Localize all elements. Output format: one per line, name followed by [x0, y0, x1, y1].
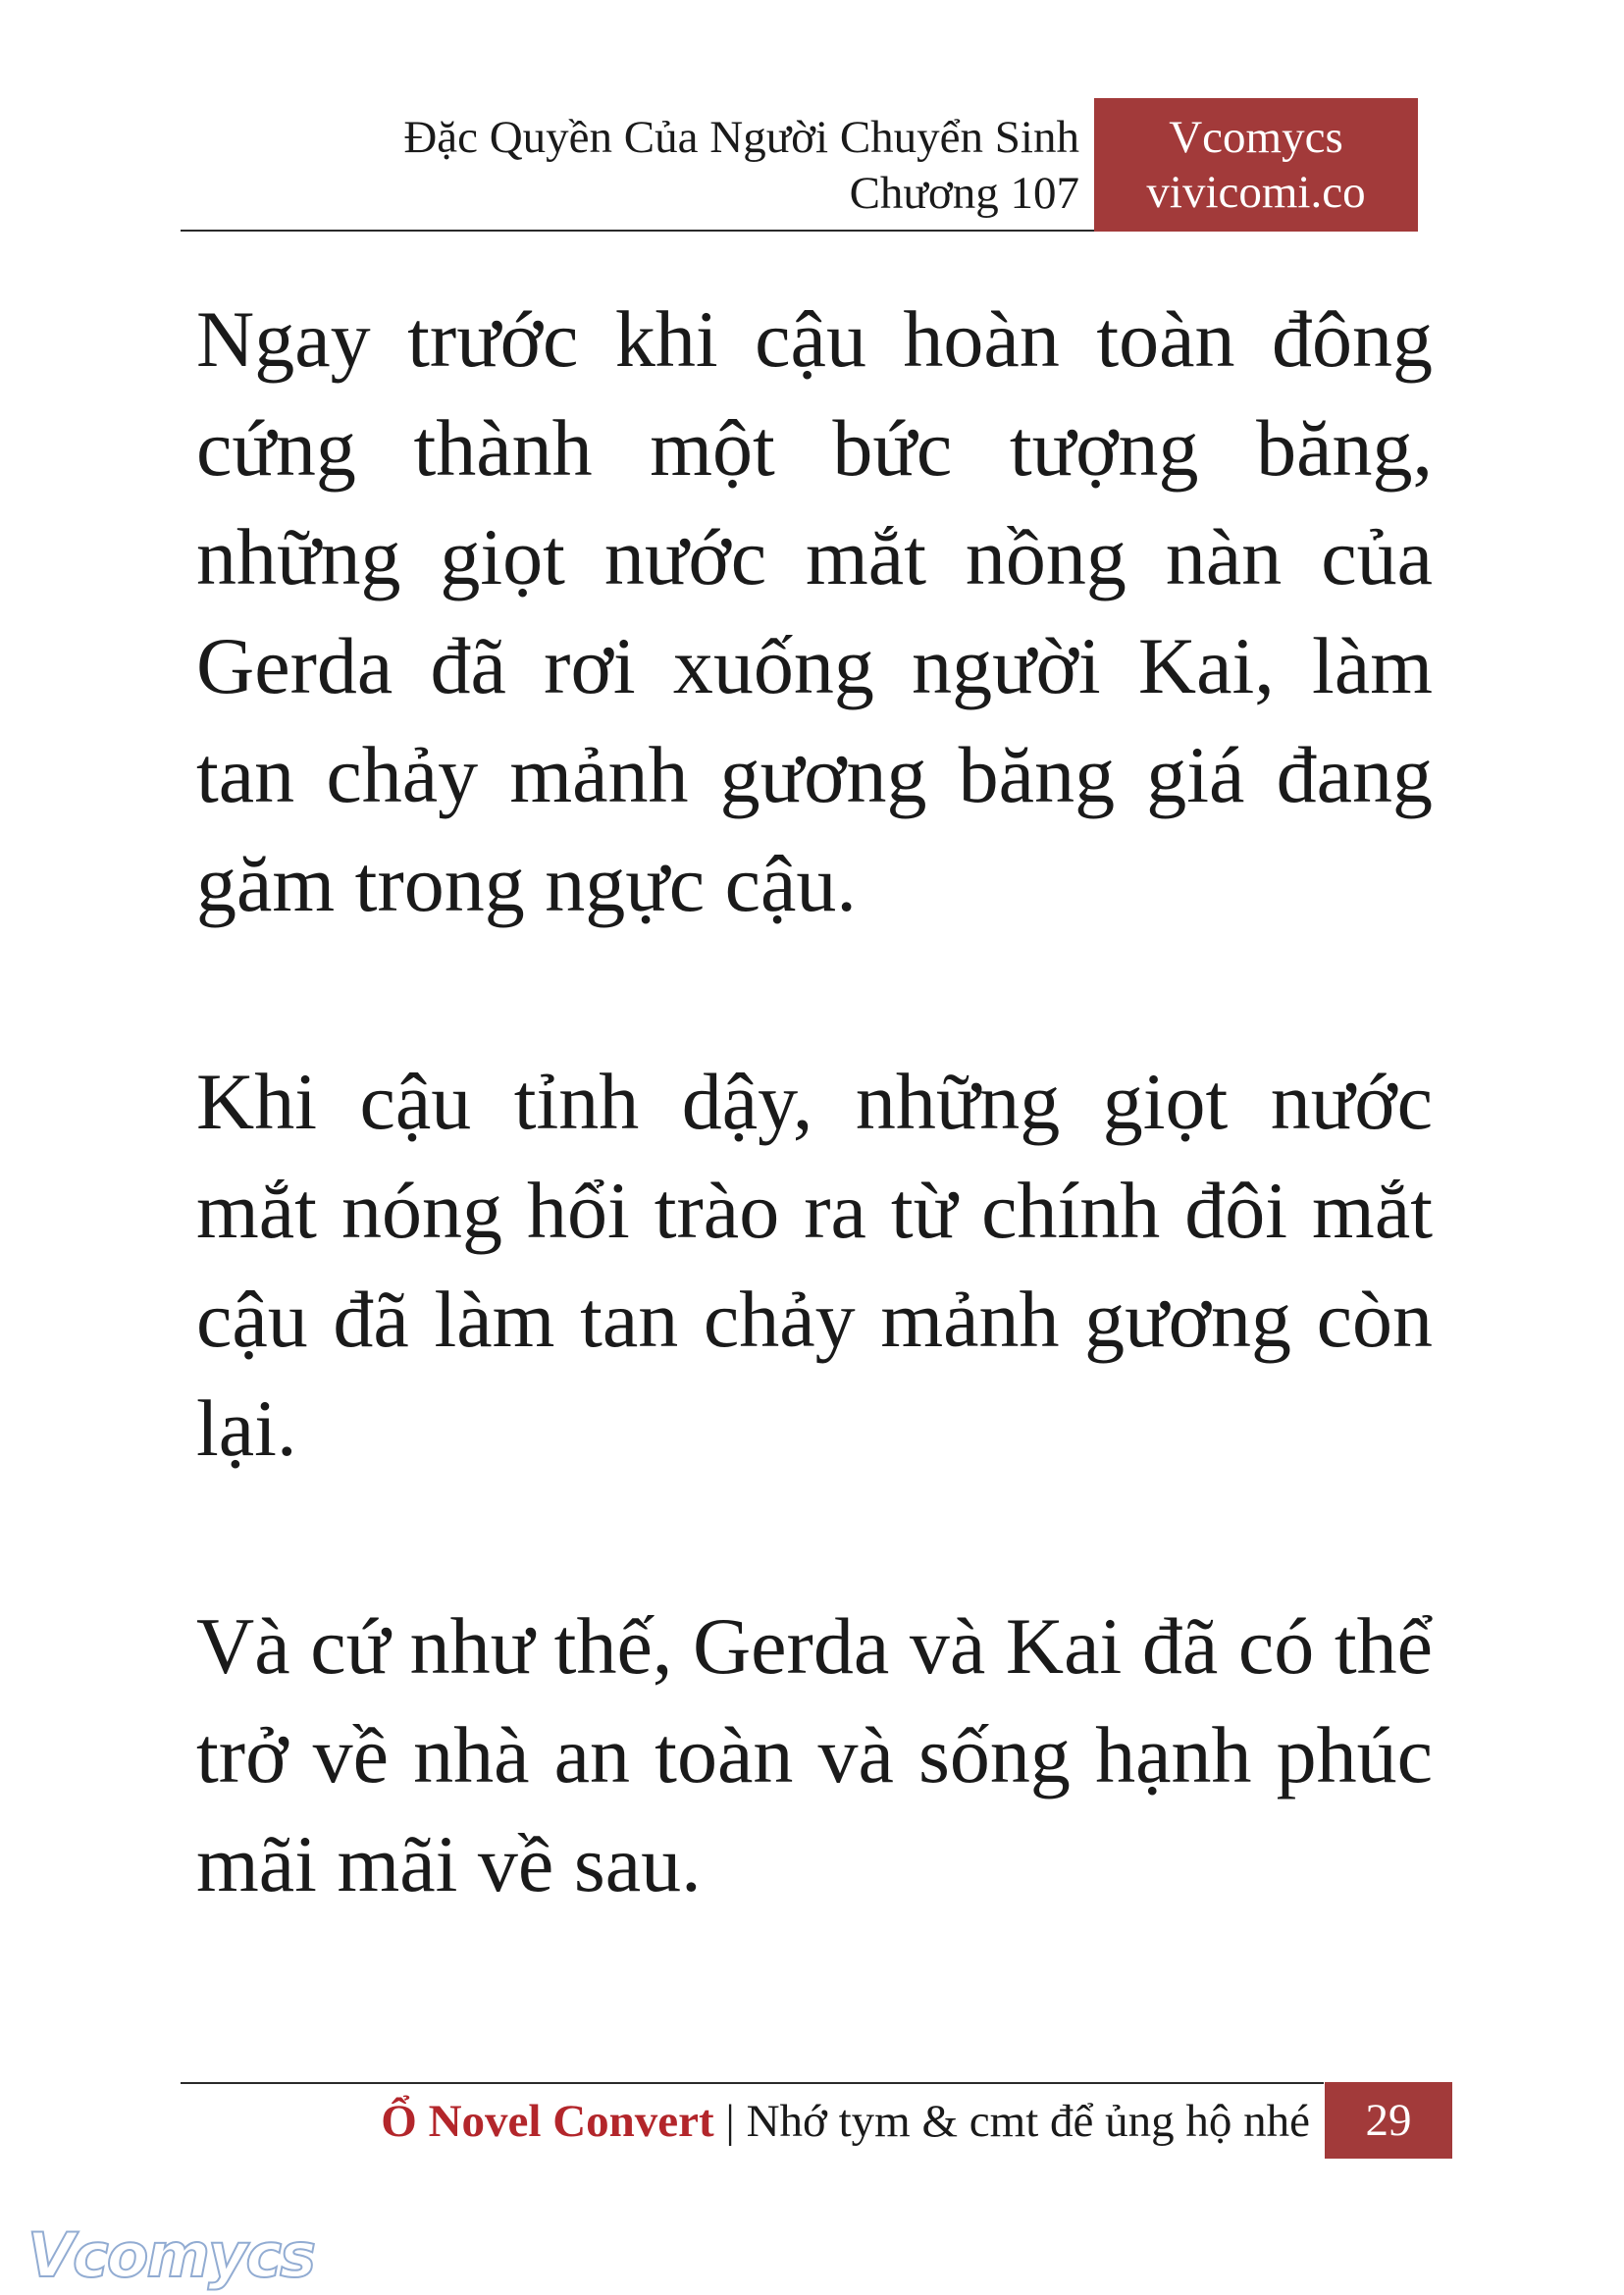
page-number: 29 [1325, 2082, 1452, 2159]
paragraph: Và cứ như thế, Gerda và Kai đã có thể trở về nhà an toàn và sống hạnh phúc mãi mãi về sau. [196, 1601, 1433, 1908]
book-title: Đặc Quyền Của Người Chuyển Sinh [403, 112, 1079, 163]
footer-message: Nhớ tym & cmt để ủng hộ nhé [746, 2096, 1310, 2147]
footer-separator: | [713, 2096, 747, 2147]
footer-divider [181, 2082, 1324, 2084]
chapter-label: Chương 107 [849, 168, 1079, 219]
header-divider [181, 230, 1099, 232]
paragraph: Ngay trước khi cậu hoàn toàn đông cứng thành một bức tượng băng, những giọt nước mắt nồng nàn của Gerda đã rơi xuống người Kai, làm tan chảy mảnh gương băng giá đang găm trong ngực cậu. [196, 294, 1433, 928]
paragraph: Khi cậu tỉnh dậy, những giọt nước mắt nóng hổi trào ra từ chính đôi mắt cậu đã làm tan chảy mảnh gương còn lại. [196, 1057, 1433, 1473]
page-content [196, 285, 1433, 1918]
badge-site-url: vivicomi.co [1146, 167, 1366, 218]
footer-line [177, 2088, 1310, 2155]
badge-site-name: Vcomycs [1169, 112, 1343, 163]
watermark-logo: Vcomycs [27, 2219, 315, 2291]
header-badge [1094, 98, 1418, 232]
header-title-block [177, 110, 1079, 222]
footer-brand: Ổ Novel Convert [381, 2096, 714, 2147]
